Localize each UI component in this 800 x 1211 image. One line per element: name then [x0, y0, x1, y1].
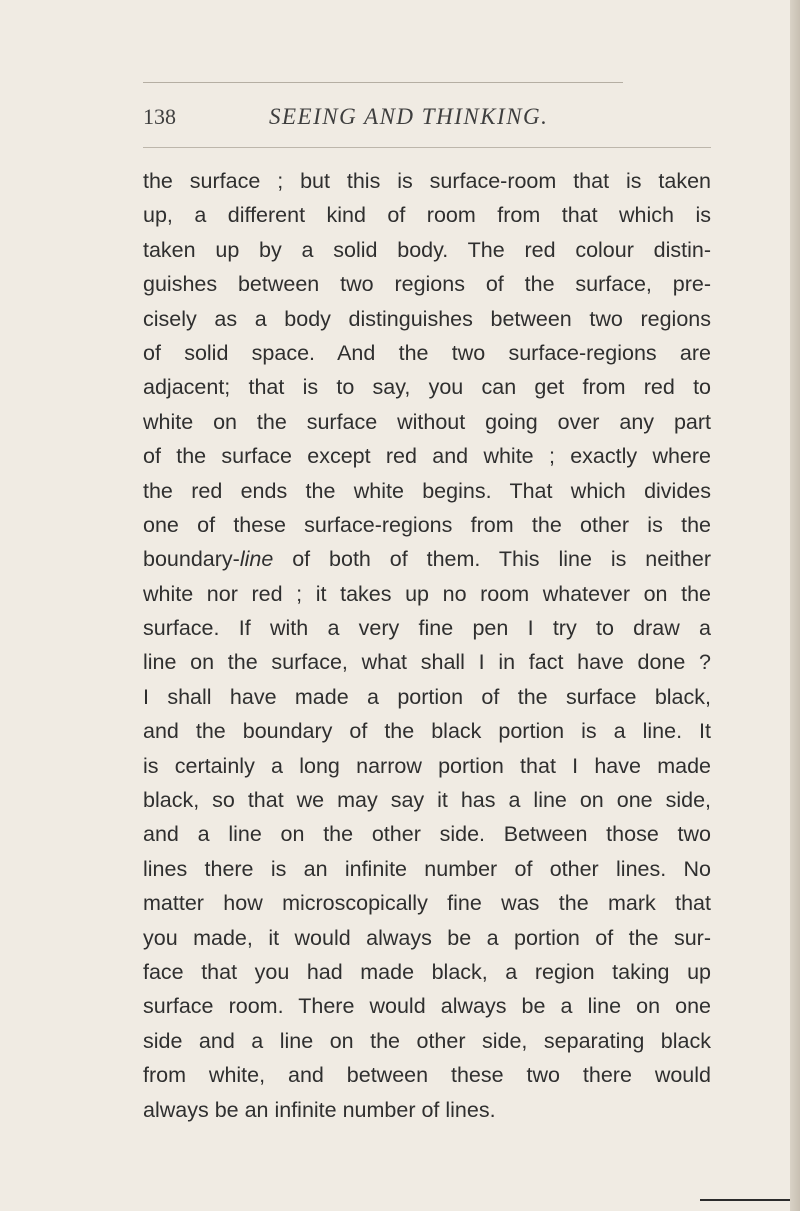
text-line: adjacent; that is to say, you can get from red to	[143, 375, 711, 400]
text-line: of the surface except red and white ; exactly where	[143, 444, 711, 469]
text-line: taken up by a solid body. The red colour distin-	[143, 237, 711, 262]
page-edge-shadow	[790, 0, 800, 1211]
text-line: matter how microscopically fine was the mark that	[143, 891, 711, 916]
text-line: white on the surface without going over any part	[143, 409, 711, 434]
text-line: line on the surface, what shall I in fact have done ?	[143, 650, 711, 675]
text-fragment: of both of them. This line is neither	[273, 547, 711, 572]
text-line: one of these surface-regions from the other is the	[143, 512, 711, 537]
text-line: up, a different kind of room from that which is	[143, 203, 711, 228]
text-line: and a line on the other side. Between those two	[143, 822, 711, 847]
body-text	[143, 164, 711, 1127]
bottom-rule	[700, 1199, 800, 1201]
text-fragment: boundary-	[143, 547, 240, 572]
text-line: from white, and between these two there would	[143, 1063, 711, 1088]
text-line: and the boundary of the black portion is a line. It	[143, 719, 711, 744]
text-line: lines there is an infinite number of other lines. No	[143, 856, 711, 881]
text-line: white nor red ; it takes up no room whatever on the	[143, 581, 711, 606]
top-rule	[143, 82, 623, 83]
text-line: side and a line on the other side, separating black	[143, 1028, 711, 1053]
text-line: is certainly a long narrow portion that I have made	[143, 753, 711, 778]
italic-word: line	[239, 547, 274, 572]
text-line: cisely as a body distinguishes between two regions	[143, 306, 711, 331]
text-line: guishes between two regions of the surface, pre-	[143, 272, 711, 297]
text-line: I shall have made a portion of the surface black,	[143, 684, 711, 709]
text-line: of solid space. And the two surface-regions are	[143, 340, 711, 365]
text-line: the surface ; but this is surface-room that is taken	[143, 169, 711, 193]
page-header	[143, 104, 783, 136]
header-rule	[143, 147, 711, 148]
page-number: 138	[143, 104, 176, 129]
text-line: the red ends the white begins. That which divides	[143, 478, 711, 503]
text-line: black, so that we may say it has a line on one side,	[143, 788, 711, 813]
text-line: face that you had made black, a region taking up	[143, 959, 711, 984]
running-head: SEEING AND THINKING.	[269, 104, 549, 129]
text-line	[143, 542, 711, 576]
text-line: you made, it would always be a portion of the sur-	[143, 925, 711, 950]
text-line: surface room. There would always be a line on one	[143, 994, 711, 1019]
text-line: surface. If with a very fine pen I try to draw a	[143, 616, 711, 641]
text-line: always be an infinite number of lines.	[143, 1097, 496, 1122]
